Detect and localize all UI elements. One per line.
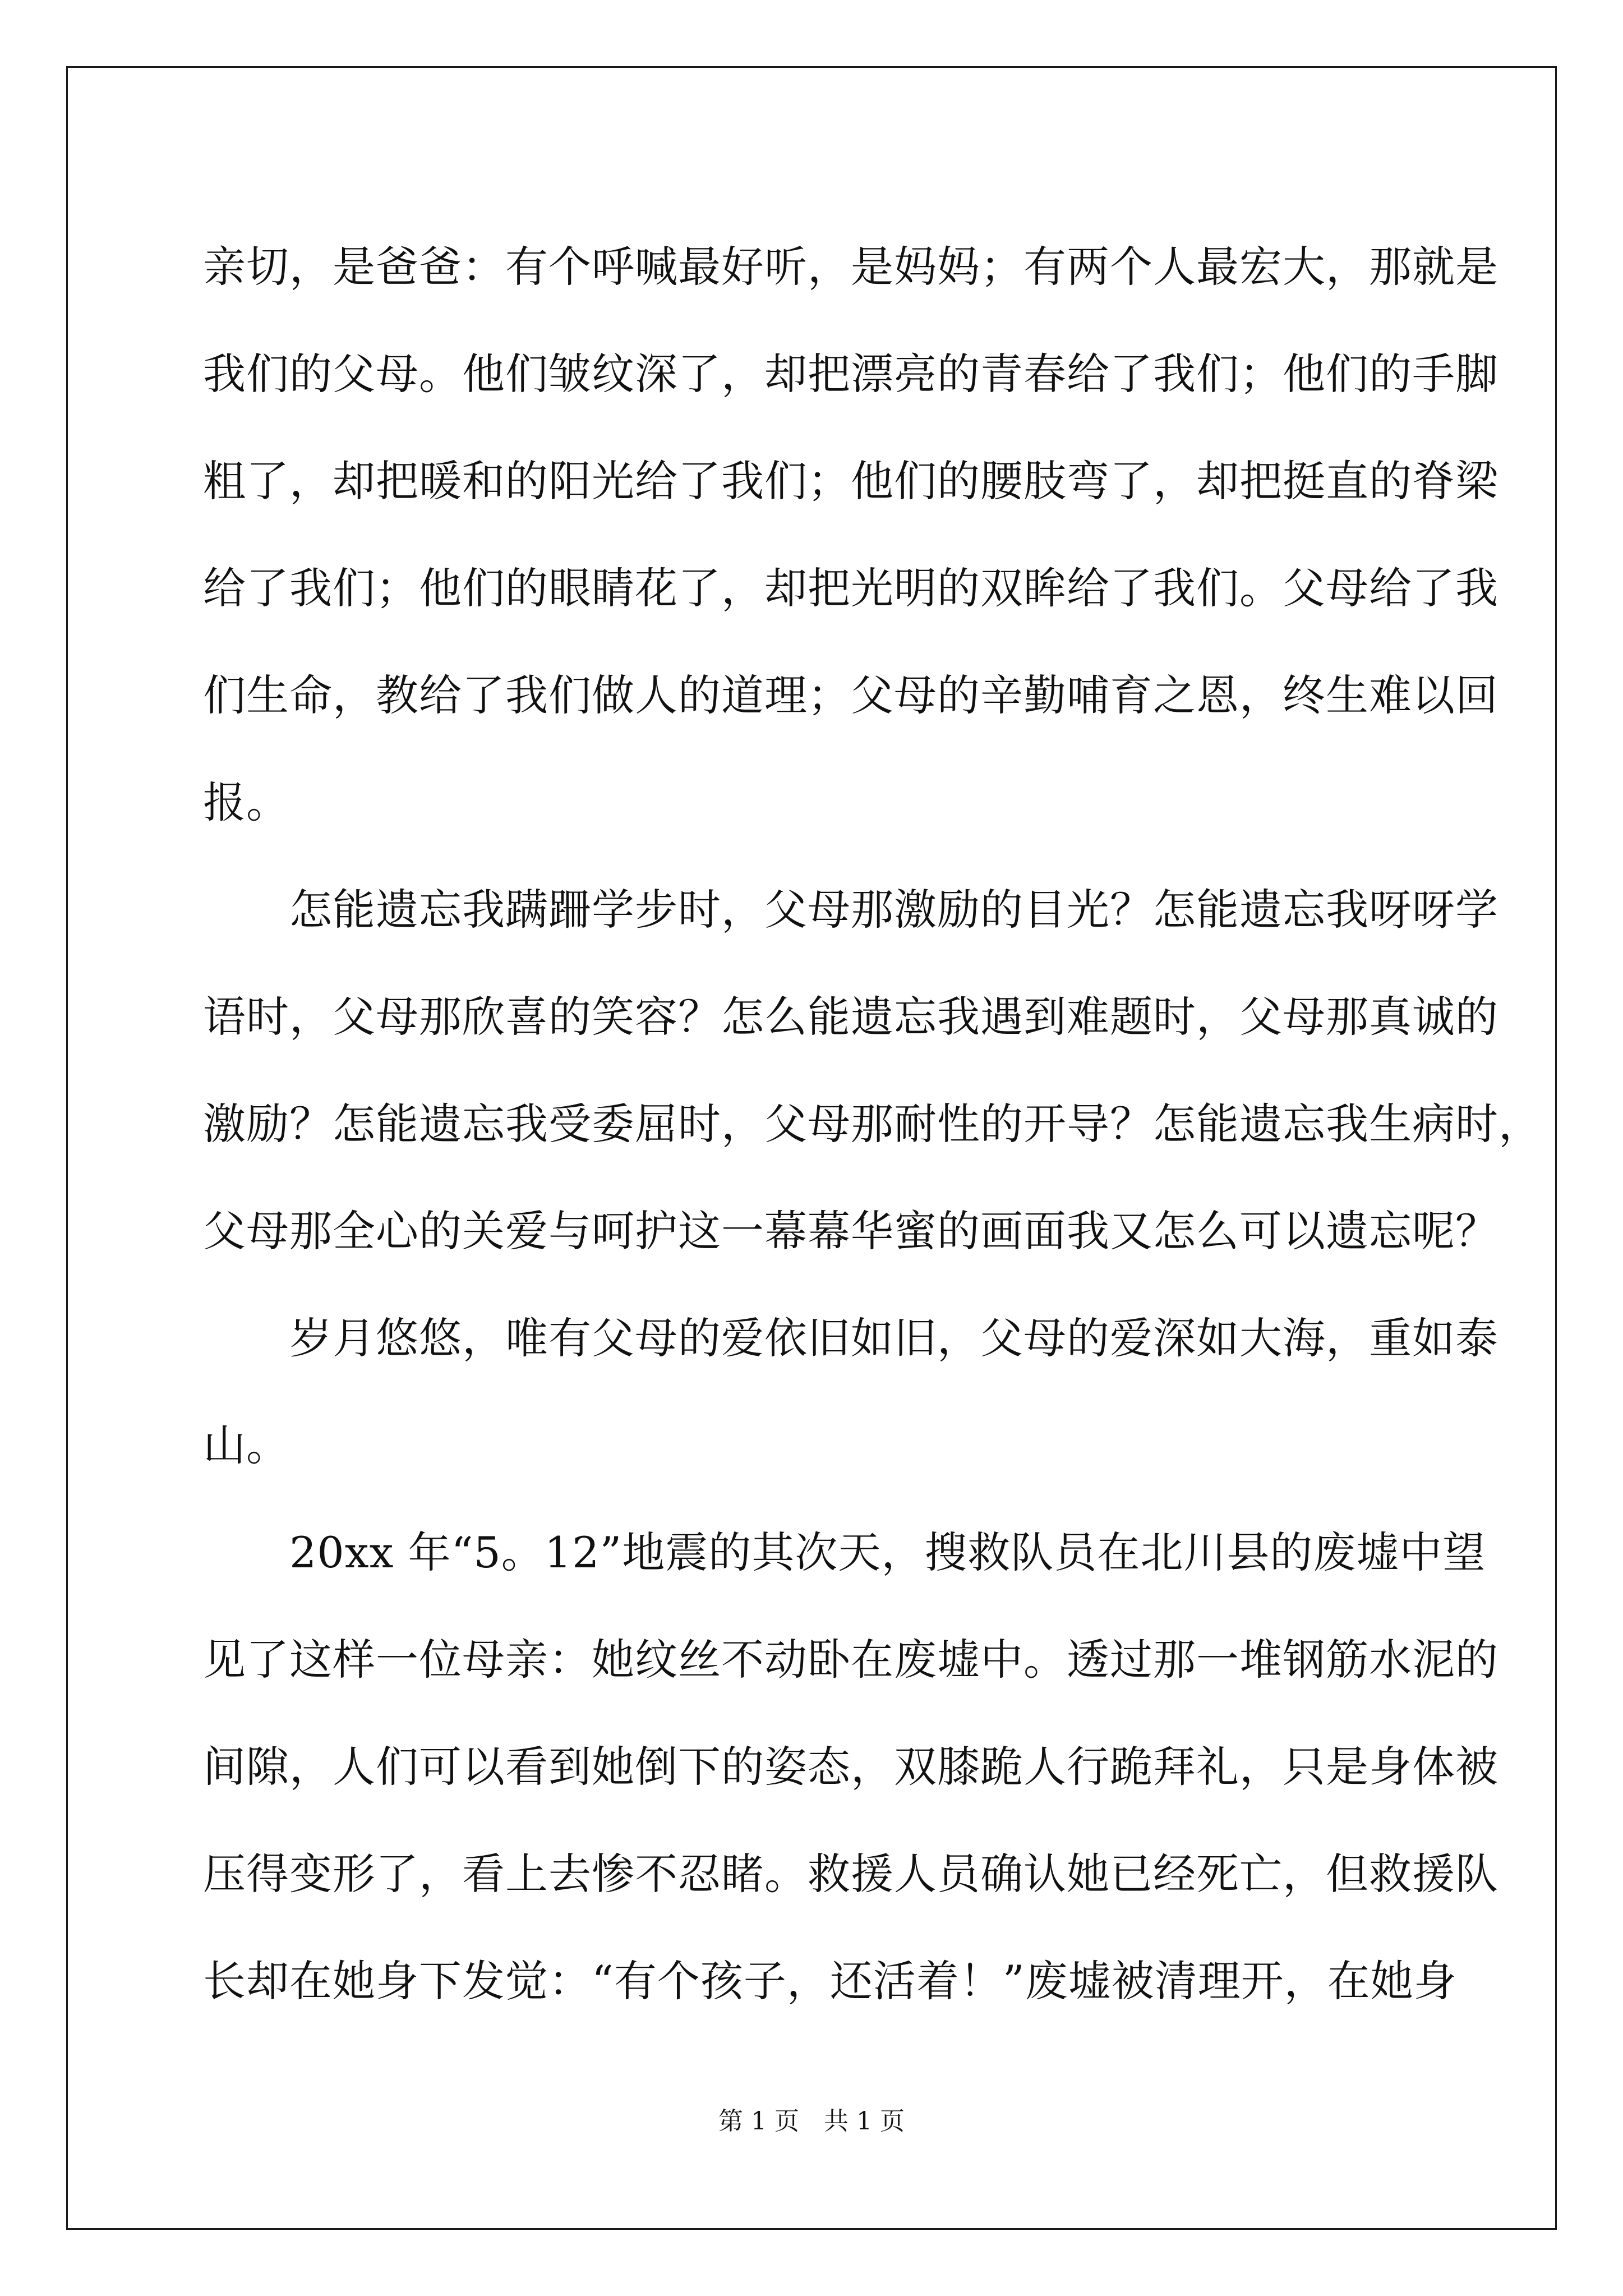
text-line: 见了这样一位母亲：她纹丝不动卧在废墟中。透过那一堆钢筋水泥的 <box>203 1635 1498 1685</box>
text-line: 我们的父母。他们皱纹深了，却把漂亮的青春给了我们；他们的手脚 <box>203 349 1498 399</box>
text-line: 父母那全心的关爱与呵护这一幕幕华蜜的画面我又怎么可以遗忘呢？ <box>203 1206 1498 1256</box>
text-line: 报。 <box>203 777 289 827</box>
text-line: 山。 <box>203 1420 289 1470</box>
page-footer: 第 1 页 共 1 页 <box>718 2107 905 2136</box>
text-line: 压得变形了，看上去惨不忍睹。救援人员确认她已经死亡，但救援队 <box>203 1849 1498 1899</box>
document-body <box>203 213 1542 2035</box>
text-line: 20xx 年“5。12”地震的其次天，搜救队员在北川县的废墟中望 <box>203 1527 1486 1577</box>
text-line: 亲切，是爸爸：有个呼喊最好听，是妈妈；有两个人最宏大，那就是 <box>203 242 1498 292</box>
text-line: 粗了，却把暖和的阳光给了我们；他们的腰肢弯了，却把挺直的脊梁 <box>203 456 1498 506</box>
text-line: 们生命，教给了我们做人的道理；父母的辛勤哺育之恩，终生难以回 <box>203 670 1498 720</box>
text-line: 给了我们；他们的眼睛花了，却把光明的双眸给了我们。父母给了我 <box>203 563 1498 613</box>
text-line: 长却在她身下发觉：“有个孩子，还活着！”废墟被清理开，在她身 <box>203 1956 1457 2006</box>
text-line: 激励？怎能遗忘我受委屈时，父母那耐性的开导？怎能遗忘我生病时， <box>203 1099 1542 1149</box>
text-line: 语时，父母那欣喜的笑容？怎么能遗忘我遇到难题时，父母那真诚的 <box>203 992 1498 1042</box>
text-line: 怎能遗忘我蹒跚学步时，父母那激励的目光？怎能遗忘我呀呀学 <box>203 885 1498 935</box>
text-line: 间隙，人们可以看到她倒下的姿态，双膝跪人行跪拜礼，只是身体被 <box>203 1742 1498 1792</box>
text-line: 岁月悠悠，唯有父母的爱依旧如旧，父母的爱深如大海，重如泰 <box>203 1313 1498 1363</box>
